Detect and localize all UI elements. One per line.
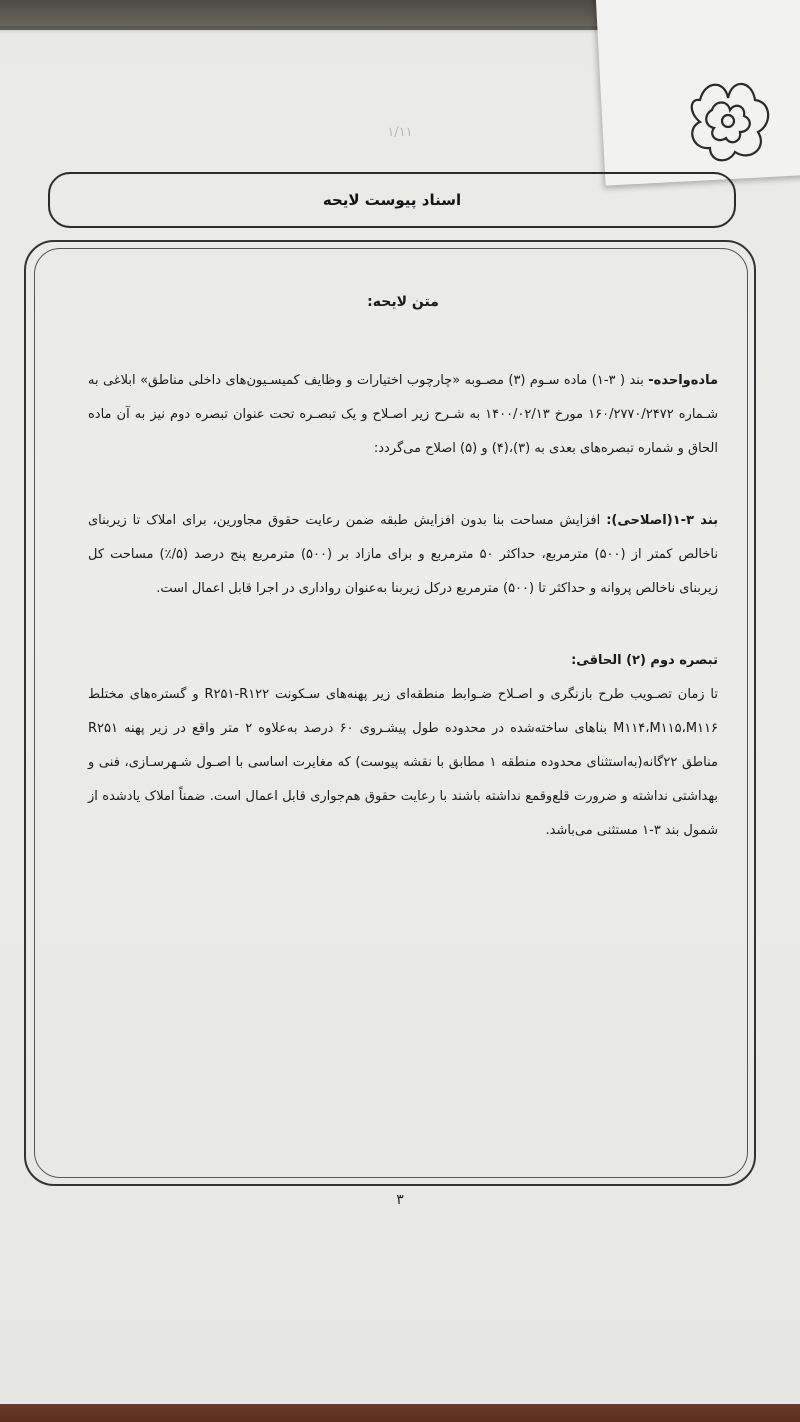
municipality-logo-icon	[680, 70, 775, 165]
document-title-box	[48, 172, 736, 228]
page-number: ۳	[396, 1192, 404, 1208]
paragraph-lead: ماده‌واحده-	[648, 373, 719, 388]
paragraph-amended-clause	[88, 504, 718, 606]
document-title: اسناد پیوست لایحه	[322, 191, 462, 209]
paragraph-text: افزایش مساحت بنا بدون افزایش طبقه ضمن رعایت حقوق مجاورین، برای املاک تا زیربنای ناخالص کمتر از (۵۰۰) مترمربع، حداکثر ۵۰ مترمربع و برای مازاد بر (۵۰۰) مترمربع پنج درصد (۵/٪) مساحت کل زیربنای ناخالص پروانه و حداکثر تا (۵۰۰) مترمربع درکل زیربنا به‌عنوان رواداری در اجرا قابل اعمال است.	[88, 513, 718, 596]
body-subtitle: متن لایحه:	[367, 294, 439, 310]
paragraph-single-article	[88, 364, 718, 466]
document-body	[88, 290, 718, 886]
note-heading: تبصره دوم (۲) الحاقی:	[571, 653, 718, 668]
paragraph-lead: بند ۳-۱(اصلاحی):	[606, 513, 719, 528]
paragraph-text: بند ( ۳-۱) ماده سـوم (۳) مصـوبه «چارچوب اختیارات و وظایف کمیسـیون‌های داخلی مناطق» ابلاغی به شـماره ۱۶۰/۲۷۷۰/۲۴۷۲ مورخ ۱۴۰۰/۰۲/۱۳ به شـرح زیر اصـلاح و یک تبصـره تحت عنوان تبصره دوم نیز به آن ماده الحاق و شماره تبصره‌های بعدی به (۳)،(۴) و (۵) اصلاح می‌گردد:	[88, 373, 718, 456]
desk-surface	[0, 1404, 800, 1422]
note-text: تا زمان تصـویب طرح بازنگری و اصـلاح ضـوابط منطقه‌ای زیر پهنه‌های سـکونت R۲۵۱-R۱۲۲ و گستره‌های مختلط M۱۱۴،M۱۱۵،M۱۱۶ بناهای ساخته‌شده در محدوده طول پیشـروی ۶۰ درصد به‌علاوه ۲ متر واقع در زیر پهنه R۲۵۱ مناطق ۲۲گانه(به‌استثنای محدوده منطقه ۱ مطابق با نقشه پیوست) که مغایرت اساسی با اصـول شـهرسـازی، فنی و بهداشتی نداشته و ضرورت قلع‌وقمع نداشته باشند با رعایت حقوق هم‌جواری قابل اعمال است. ضمناً املاک یادشده از شمول بند ۳-۱ مستثنی می‌باشد.	[88, 687, 719, 838]
document-header-mark: ۱/۱۱	[387, 125, 413, 140]
